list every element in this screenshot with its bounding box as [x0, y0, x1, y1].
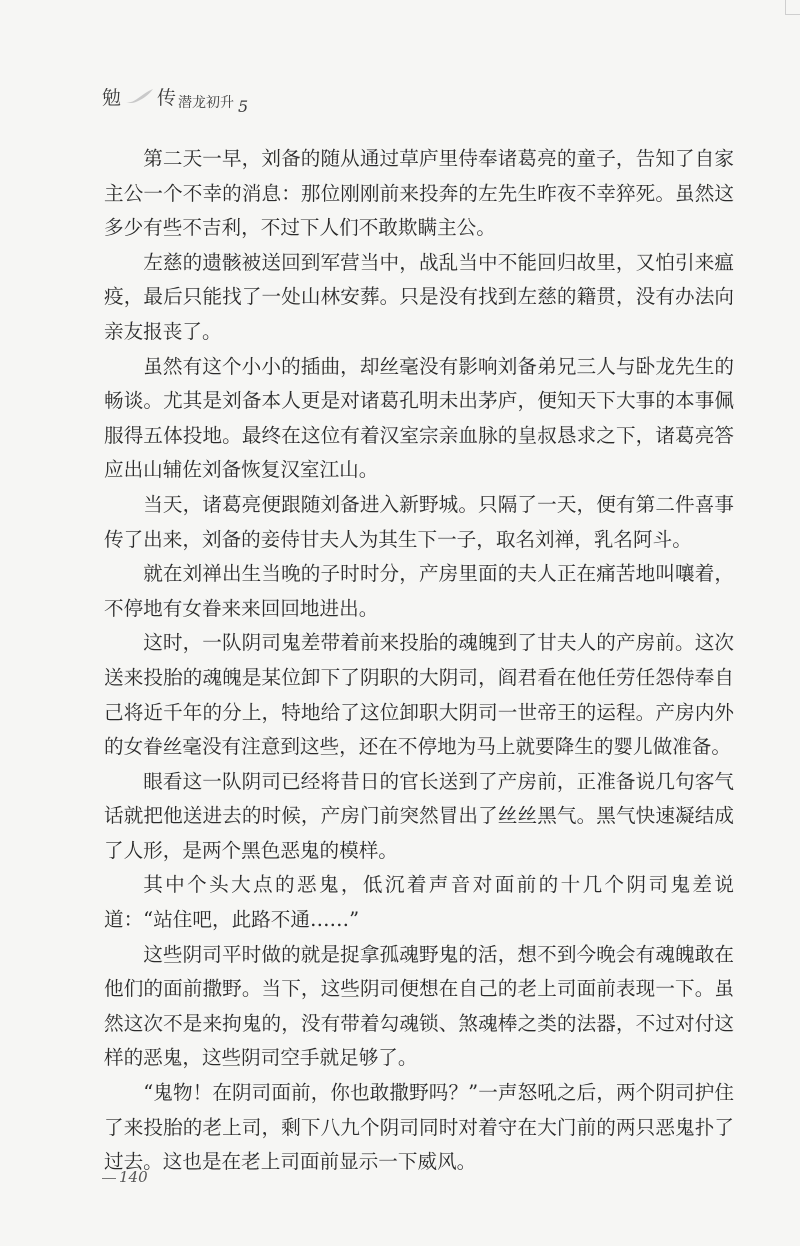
header-subtitle: 潜龙初升: [178, 95, 235, 111]
paragraph: “鬼物！在阴司面前，你也敢撒野吗？”一声怒吼之后，两个阴司护住了来投胎的老上司，剩下八九个阴司同时对着守在大门前的两只恶鬼扑了过去。这也是在老上司面前显示一下威风。: [104, 1081, 734, 1174]
paragraph: 当天，诸葛亮便跟随刘备进入新野城。只隔了一天，便有第二件喜事传了出来，刘备的妾侍甘夫人为其生下一子，取名刘禅，乳名阿斗。: [104, 492, 734, 551]
running-header: [102, 68, 249, 116]
header-volume-number: 5: [238, 97, 249, 116]
paragraph: 这些阴司平时做的就是捉拿孤魂野鬼的活，想不到今晚会有魂魄敢在他们的面前撒野。当下，这些阴司便想在自己的老上司面前表现一下。虽然这次不是来拘鬼的，没有带着勾魂锁、煞魂棒之类的法器，不过对付这样的恶鬼，这些阴司空手就足够了。: [104, 942, 734, 1070]
page-number-value: 140: [119, 1168, 148, 1186]
paragraph: 第二天一早，刘备的随从通过草庐里侍奉诸葛亮的童子，告知了自家主公一个不幸的消息：那位刚刚前来投奔的左先生昨夜不幸猝死。虽然这多少有些不吉利，不过下人们不敢欺瞒主公。: [104, 147, 734, 240]
paragraph: 就在刘禅出生当晚的子时时分，产房里面的夫人正在痛苦地叫嚷着，不停地有女眷来来回回地进出。: [104, 562, 734, 620]
page-corner-mark: [785, 0, 800, 15]
paragraph: 左慈的遗骸被送回到军营当中，战乱当中不能回归故里，又怕引来瘟疫，最后只能找了一处山林安葬。只是没有找到左慈的籍贯，没有办法向亲友报丧了。: [104, 250, 734, 343]
page-number-dash: [102, 1178, 116, 1179]
page-number: [102, 1168, 148, 1186]
brush-stroke-icon: [124, 88, 154, 106]
header-title-part2: 传: [157, 87, 177, 109]
paragraph: 虽然有这个小小的插曲，却丝毫没有影响刘备弟兄三人与卧龙先生的畅谈。尤其是刘备本人更是对诸葛孔明未出茅庐，便知天下大事的本事佩服得五体投地。最终在这位有着汉室宗亲血脉的皇叔恳求之下，诸葛亮答应出山辅佐刘备恢复汉室江山。: [104, 354, 734, 482]
paragraph: 眼看这一队阴司已经将昔日的官长送到了产房前，正准备说几句客气话就把他送进去的时候，产房门前突然冒出了丝丝黑气。黑气快速凝结成了人形，是两个黑色恶鬼的模样。: [104, 769, 734, 862]
header-title-part1: 勉: [102, 87, 122, 109]
body-text: [104, 142, 734, 1180]
paragraph: 其中个头大点的恶鬼，低沉着声音对面前的十几个阴司鬼差说道：“站住吧，此路不通……”: [104, 873, 734, 932]
paragraph: 这时，一队阴司鬼差带着前来投胎的魂魄到了甘夫人的产房前。这次送来投胎的魂魄是某位卸下了阴职的大阴司，阎君看在他任劳任怨侍奉自己将近千年的分上，特地给了这位卸职大阴司一世帝王的运程。产房内外的女眷丝毫没有注意到这些，还在不停地为马上就要降生的婴儿做准备。: [104, 631, 734, 759]
